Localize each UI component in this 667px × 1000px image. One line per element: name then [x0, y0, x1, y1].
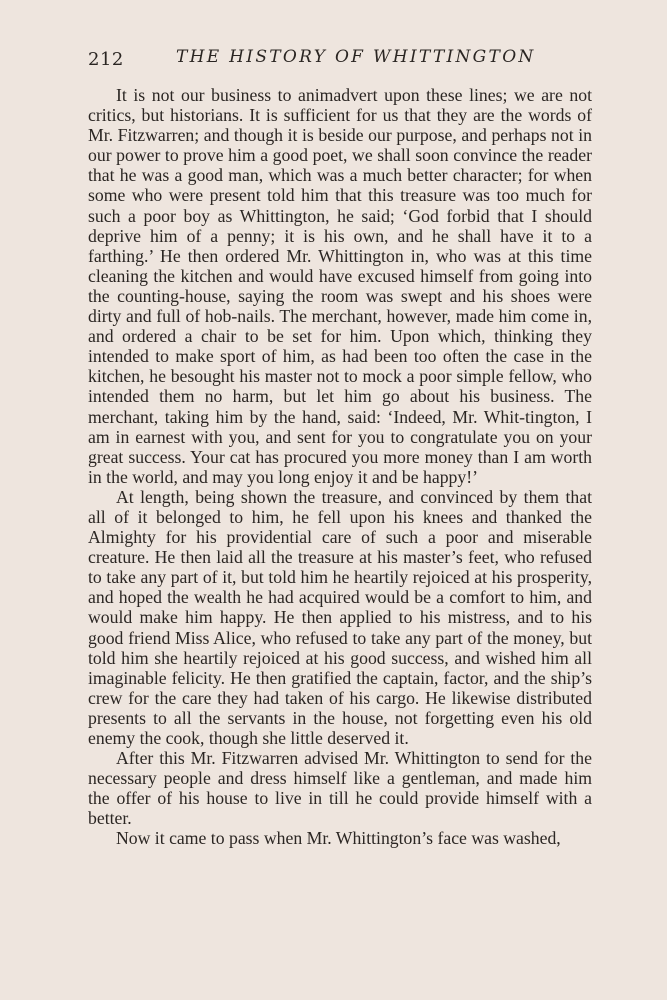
running-head	[88, 42, 608, 72]
paragraph-2: At length, being shown the treasure, and convinced by them that all of it belonged to him, he fell upon his knees and thanked the Almighty for his providential care of such a poor and miserable creature. He then laid all the treasure at his master’s feet, who refused to take any part of it, but told him he heartily rejoiced at his prosperity, and hoped the wealth he had acquired would be a comfort to him, and would make him happy. He then applied to his mistress, and to his good friend Miss Alice, who refused to take any part of the money, but told him she heartily rejoiced at his good success, and wished him all imaginable felicity. He then gratified the captain, factor, and the ship’s crew for the care they had taken of his cargo. He likewise distributed presents to all the servants in the house, not forgetting even his old enemy the cook, though she little deserved it.	[88, 486, 592, 748]
page-number: 212	[88, 49, 124, 70]
paragraph-4: Now it came to pass when Mr. Whittington’s face was washed,	[116, 828, 561, 849]
paragraph-3: After this Mr. Fitzwarren advised Mr. Whittington to send for the necessary people and dress himself like a gentleman, and made him the offer of his house to live in till he could provide himself with a better.	[88, 748, 592, 829]
paragraph-1: It is not our business to animadvert upon these lines; we are not critics, but historians. It is sufficient for us that they are the words of Mr. Fitzwarren; and though it is beside our purpose, and perhaps not in our power to prove him a good poet, we shall soon convince the reader that he was a good man, which was a much better character; for when some who were present told him that this treasure was too much for such a poor boy as Whittington, he said; ‘God forbid that I should deprive him of a penny; it is his own, and he shall have it to a farthing.’ He then ordered Mr. Whittington in, who was at this time cleaning the kitchen and would have excused himself from going into the counting-house, saying the room was swept and his shoes were dirty and full of hob-nails. The merchant, however, made him come in, and ordered a chair to be set for him. Upon which, thinking they intended to make sport of him, as had been too often the case in the kitchen, he besought his master not to mock a poor simple fellow, who intended them no harm, but let him go about his business. The merchant, taking him by the hand, said: ‘Indeed, Mr. Whit-tington, I am in earnest with you, and sent for you to congratulate you on your great success. Your cat has procured you more money than I am worth in the world, and may you long enjoy it and be happy!’	[88, 85, 592, 487]
body-text	[88, 85, 592, 849]
running-title: THE HISTORY OF WHITTINGTON	[176, 47, 536, 67]
